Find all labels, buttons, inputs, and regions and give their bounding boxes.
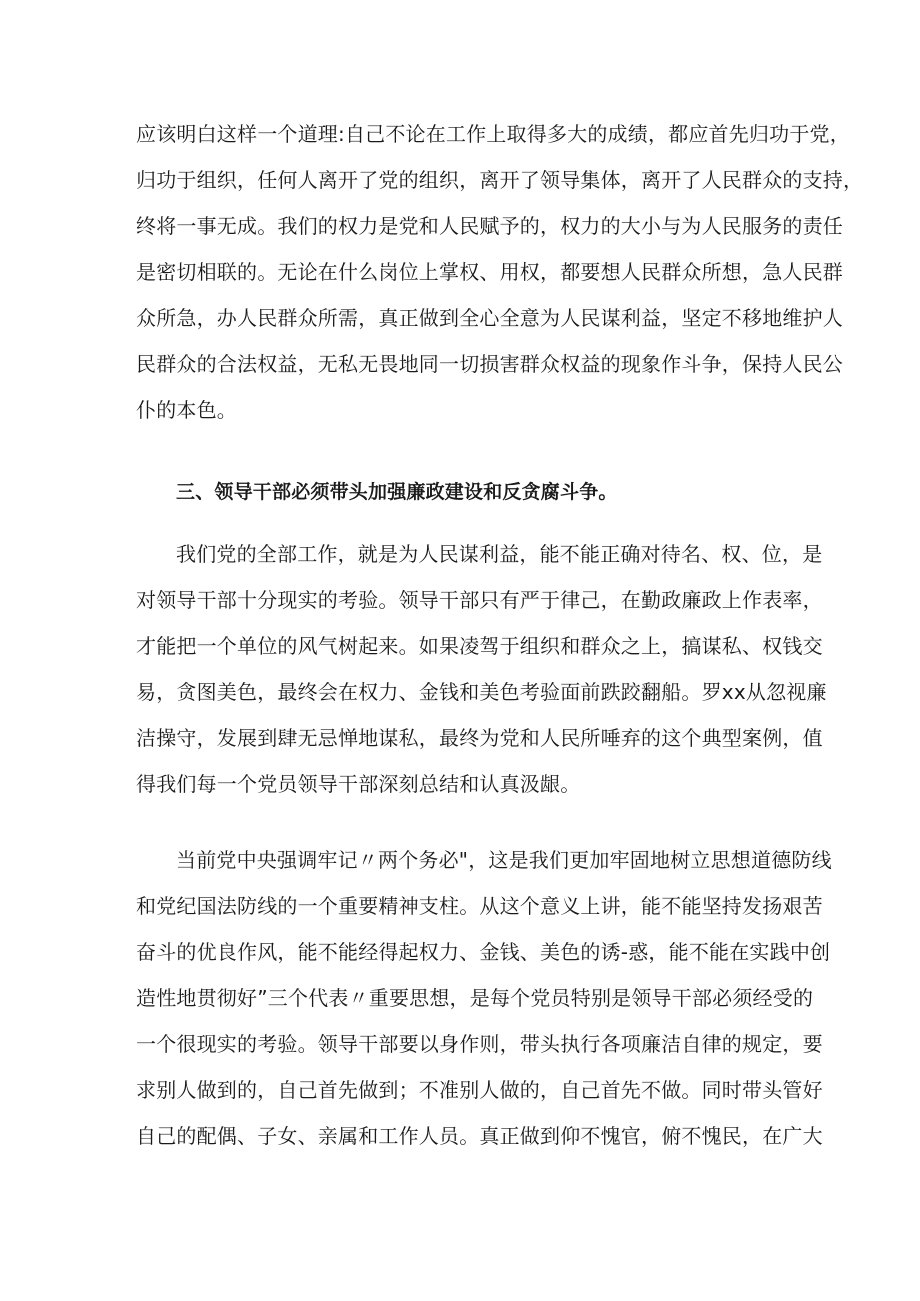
text-line: 仆的本色。	[136, 398, 237, 422]
text-line: 应该明白这样一个道理:自己不论在工作上取得多大的成绩，都应首先归功于党，	[136, 122, 850, 146]
text-line: 对领导干部十分现实的考验。领导干部只有严于律己，在勤政廉政上作表率，	[136, 588, 823, 612]
text-line: 得我们每一个党员领导干部深刻总结和认真汲龈。	[136, 772, 581, 796]
text-line: 终将一事无成。我们的权力是党和人民赋予的，权力的大小与为人民服务的责任	[136, 214, 843, 238]
text-line: 民群众的合法权益，无私无畏地同一切损害群众权益的现象作斗争，保持人民公	[136, 352, 843, 376]
text-line: 奋斗的优良作风，能不能经得起权力、金钱、美色的诱-惑，能不能在实践中创	[136, 940, 831, 964]
text-line: 和党纪国法防线的一个重要精神支柱。从这个意义上讲，能不能坚持发扬艰苦	[136, 894, 823, 918]
section-heading: 三、领导干部必须带头加强廉政建设和反贪腐斗争。	[176, 481, 618, 503]
text-line: 易，贪图美色，最终会在权力、金钱和美色考验面前跌跤翻船。罗xx从忽视廉	[136, 680, 827, 704]
text-line: 造性地贯彻好”三个代表〃重要思想，是每个党员特别是领导干部必须经受的	[136, 986, 814, 1010]
text-line: 洁操守，发展到肆无忌惮地谋私，最终为党和人民所唾弃的这个典型案例，值	[136, 726, 823, 750]
text-line: 众所急，办人民群众所需，真正做到全心全意为人民谋利益，坚定不移地维护人	[136, 306, 843, 330]
text-line: 是密切相联的。无论在什么岗位上掌权、用权，都要想人民群众所想，急人民群	[136, 260, 843, 284]
text-line: 一个很现实的考验。领导干部要以身作则，带头执行各项廉洁自律的规定，要	[136, 1032, 823, 1056]
text-line: 才能把一个单位的风气树起来。如果凌驾于组织和群众之上，搞谋私、权钱交	[136, 634, 823, 658]
text-line: 我们党的全部工作，就是为人民谋利益，能不能正确对待名、权、位，是	[176, 542, 823, 566]
text-line: 归功于组织，任何人离开了党的组织，离开了领导集体，离开了人民群众的支持，	[136, 168, 864, 192]
text-line: 当前党中央强调牢记〃两个务必"，这是我们更加牢固地树立思想道德防线	[176, 848, 832, 872]
text-line: 自己的配偶、子女、亲属和工作人员。真正做到仰不愧官，俯不愧民，在广大	[136, 1124, 823, 1148]
text-line: 求别人做到的，自己首先做到；不准别人做的，自己首先不做。同时带头管好	[136, 1078, 823, 1102]
